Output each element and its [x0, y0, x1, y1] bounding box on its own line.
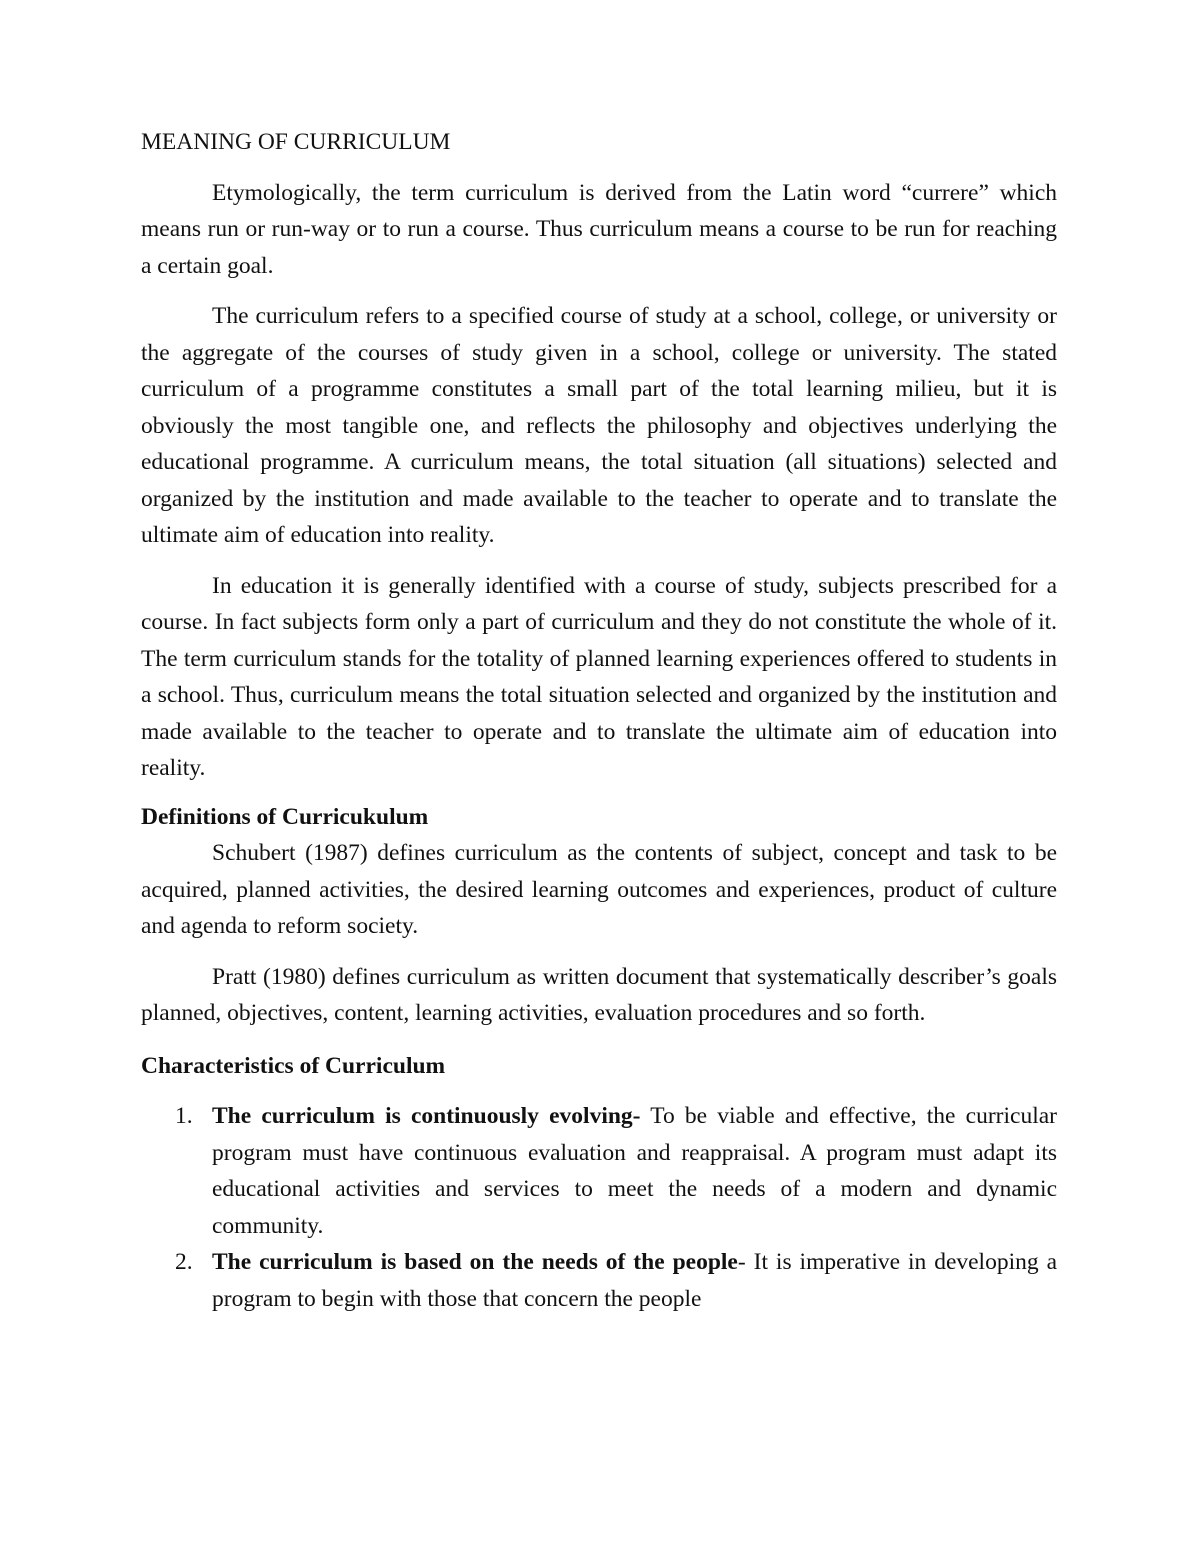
list-item-title: The curriculum is based on the needs of the people [212, 1249, 738, 1275]
definition-pratt: Pratt (1980) defines curriculum as written document that systematically describer’s goals planned, objectives, content, learning activities, evaluation procedures and so forth. [141, 963, 1057, 1026]
intro-paragraph-2: The curriculum refers to a specified course of study at a school, college, or university or the aggregate of the courses of study given in a school, college or university. The stated curriculum of a programme constitutes a small part of the total learning milieu, but it is obviously the most tangible one, and reflects the philosophy and objectives underlying the educational programme. A curriculum means, the total situation (all situations) selected and organized by the institution and made available to the teacher to operate and to translate the ultimate aim of education into reality. [141, 303, 1057, 548]
list-item-number: 1. [175, 1103, 193, 1129]
list-item-number: 2. [175, 1249, 193, 1275]
list-item-text: - It is imperative in developing a program to begin with those that concern the people [212, 1249, 1057, 1312]
list-item-text: To be viable and effective, the curricular program must have continuous evaluation and reappraisal. A program must adapt its educational activities and services to meet the needs of a modern and dynamic community. [212, 1103, 1057, 1239]
list-item [141, 1244, 1057, 1317]
definition-schubert: Schubert (1987) defines curriculum as the contents of subject, concept and task to be acquired, planned activities, the desired learning outcomes and experiences, product of culture and agenda to reform society. [141, 840, 1057, 939]
characteristics-heading: Characteristics of Curriculum [141, 1052, 446, 1079]
intro-paragraph-1: Etymologically, the term curriculum is derived from the Latin word “currere” which means run or run-way or to run a course. Thus curriculum means a course to be run for reaching a certain goal. [141, 179, 1057, 279]
document-page [141, 124, 1057, 1317]
definitions-heading: Definitions of Curricukulum [141, 803, 429, 830]
characteristics-list [141, 1098, 1057, 1317]
intro-paragraph-3: In education it is generally identified with a course of study, subjects prescribed for a course. In fact subjects form only a part of curriculum and they do not constitute the whole of it. The term curriculum stands for the totality of planned learning experiences offered to students in a school. Thus, curriculum means the total situation selected and organized by the institution and made available to the teacher to operate and to translate the ultimate aim of education into reality. [141, 572, 1057, 781]
list-item [141, 1098, 1057, 1244]
page-title: MEANING OF CURRICULUM [141, 129, 451, 155]
list-item-title: The curriculum is continuously evolving- [212, 1103, 641, 1129]
